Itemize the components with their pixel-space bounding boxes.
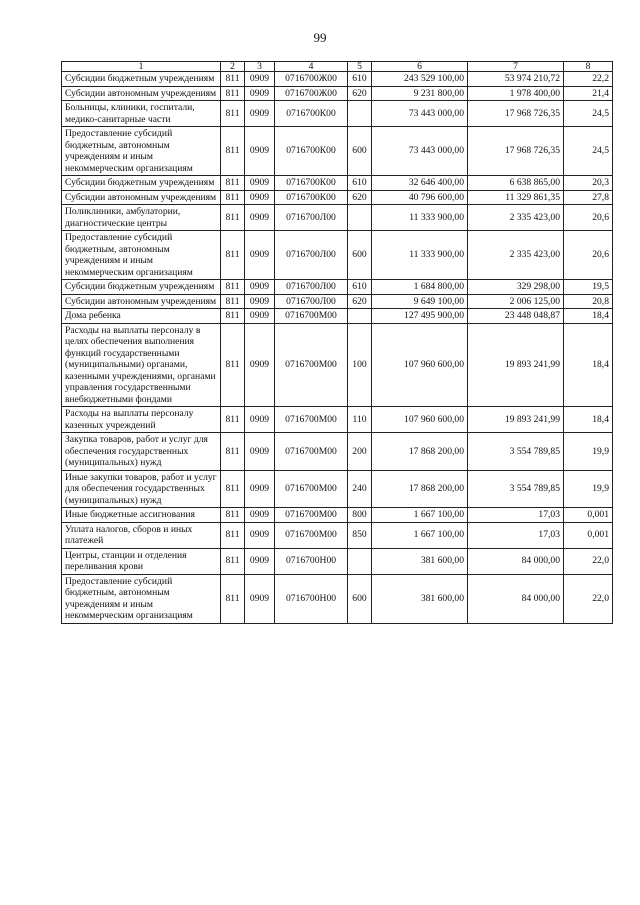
- item-name-cell: Поликлиники, амбулатории, диагностические центры: [62, 205, 221, 231]
- approved-amount-cell: 381 600,00: [372, 548, 468, 574]
- approved-amount-cell: 73 443 000,00: [372, 101, 468, 127]
- expense-type-code-cell: 800: [348, 508, 372, 523]
- item-name-cell: Расходы на выплаты персоналу казенных учреждений: [62, 407, 221, 433]
- executed-amount-cell: 17,03: [468, 508, 564, 523]
- executed-amount-cell: 84 000,00: [468, 574, 564, 623]
- execution-percent-cell: 0,001: [564, 508, 613, 523]
- approved-amount-cell: 17 868 200,00: [372, 470, 468, 508]
- executed-amount-cell: 19 893 241,99: [468, 323, 564, 407]
- approved-amount-cell: 11 333 900,00: [372, 231, 468, 280]
- execution-percent-cell: 0,001: [564, 522, 613, 548]
- execution-percent-cell: 18,4: [564, 323, 613, 407]
- approved-amount-cell: 73 443 000,00: [372, 127, 468, 176]
- item-name-cell: Иные бюджетные ассигнования: [62, 508, 221, 523]
- item-name-cell: Закупка товаров, работ и услуг для обеспечения государственных (муниципальных) нужд: [62, 433, 221, 471]
- table-row: [62, 72, 613, 87]
- table-row: [62, 323, 613, 407]
- expense-type-code-cell: 600: [348, 231, 372, 280]
- item-name-cell: Дома ребенка: [62, 309, 221, 324]
- execution-percent-cell: 18,4: [564, 309, 613, 324]
- executed-amount-cell: 17 968 726,35: [468, 101, 564, 127]
- table-row: [62, 205, 613, 231]
- ministry-code-cell: 811: [221, 101, 245, 127]
- ministry-code-cell: 811: [221, 309, 245, 324]
- table-row: [62, 294, 613, 309]
- section-code-cell: 0909: [245, 101, 275, 127]
- table-row: [62, 190, 613, 205]
- approved-amount-cell: 40 796 600,00: [372, 190, 468, 205]
- section-code-cell: 0909: [245, 294, 275, 309]
- section-code-cell: 0909: [245, 323, 275, 407]
- executed-amount-cell: 2 006 125,00: [468, 294, 564, 309]
- ministry-code-cell: 811: [221, 205, 245, 231]
- execution-percent-cell: 18,4: [564, 407, 613, 433]
- execution-percent-cell: 24,5: [564, 127, 613, 176]
- expense-type-code-cell: 610: [348, 72, 372, 87]
- execution-percent-cell: 19,5: [564, 280, 613, 295]
- section-code-cell: 0909: [245, 470, 275, 508]
- target-article-code-cell: 0716700М00: [275, 323, 348, 407]
- execution-percent-cell: 19,9: [564, 470, 613, 508]
- column-header: 3: [245, 62, 275, 72]
- section-code-cell: 0909: [245, 127, 275, 176]
- table-row: [62, 407, 613, 433]
- ministry-code-cell: 811: [221, 522, 245, 548]
- ministry-code-cell: 811: [221, 231, 245, 280]
- execution-percent-cell: 19,9: [564, 433, 613, 471]
- expense-type-code-cell: 620: [348, 190, 372, 205]
- executed-amount-cell: 2 335 423,00: [468, 231, 564, 280]
- column-header: 7: [468, 62, 564, 72]
- approved-amount-cell: 107 960 600,00: [372, 407, 468, 433]
- ministry-code-cell: 811: [221, 323, 245, 407]
- expense-type-code-cell: [348, 548, 372, 574]
- item-name-cell: Уплата налогов, сборов и иных платежей: [62, 522, 221, 548]
- budget-table: [61, 61, 613, 624]
- ministry-code-cell: 811: [221, 294, 245, 309]
- target-article-code-cell: 0716700М00: [275, 309, 348, 324]
- approved-amount-cell: 11 333 900,00: [372, 205, 468, 231]
- item-name-cell: Субсидии бюджетным учреждениям: [62, 72, 221, 87]
- item-name-cell: Центры, станции и отделения переливания крови: [62, 548, 221, 574]
- execution-percent-cell: 24,5: [564, 101, 613, 127]
- ministry-code-cell: 811: [221, 574, 245, 623]
- table-row: [62, 86, 613, 101]
- expense-type-code-cell: 600: [348, 574, 372, 623]
- column-header: 2: [221, 62, 245, 72]
- expense-type-code-cell: 100: [348, 323, 372, 407]
- column-header: 1: [62, 62, 221, 72]
- execution-percent-cell: 20,6: [564, 205, 613, 231]
- section-code-cell: 0909: [245, 231, 275, 280]
- executed-amount-cell: 2 335 423,00: [468, 205, 564, 231]
- ministry-code-cell: 811: [221, 190, 245, 205]
- page-number: 99: [313, 30, 327, 45]
- approved-amount-cell: 1 684 800,00: [372, 280, 468, 295]
- ministry-code-cell: 811: [221, 280, 245, 295]
- column-header: 8: [564, 62, 613, 72]
- approved-amount-cell: 127 495 900,00: [372, 309, 468, 324]
- target-article-code-cell: 0716700Ж00: [275, 72, 348, 87]
- target-article-code-cell: 0716700М00: [275, 508, 348, 523]
- expense-type-code-cell: 610: [348, 280, 372, 295]
- approved-amount-cell: 9 649 100,00: [372, 294, 468, 309]
- table-row: [62, 548, 613, 574]
- item-name-cell: Больницы, клиники, госпитали, медико-санитарные части: [62, 101, 221, 127]
- section-code-cell: 0909: [245, 433, 275, 471]
- expense-type-code-cell: 610: [348, 176, 372, 191]
- execution-percent-cell: 27,8: [564, 190, 613, 205]
- section-code-cell: 0909: [245, 309, 275, 324]
- ministry-code-cell: 811: [221, 127, 245, 176]
- expense-type-code-cell: 200: [348, 433, 372, 471]
- target-article-code-cell: 0716700Л00: [275, 280, 348, 295]
- approved-amount-cell: 9 231 800,00: [372, 86, 468, 101]
- section-code-cell: 0909: [245, 574, 275, 623]
- target-article-code-cell: 0716700К00: [275, 190, 348, 205]
- section-code-cell: 0909: [245, 407, 275, 433]
- execution-percent-cell: 20,6: [564, 231, 613, 280]
- executed-amount-cell: 19 893 241,99: [468, 407, 564, 433]
- section-code-cell: 0909: [245, 72, 275, 87]
- executed-amount-cell: 11 329 861,35: [468, 190, 564, 205]
- item-name-cell: Субсидии бюджетным учреждениям: [62, 280, 221, 295]
- execution-percent-cell: 21,4: [564, 86, 613, 101]
- item-name-cell: Расходы на выплаты персоналу в целях обеспечения выполнения функций государственными (муниципальными) органами, казенными учреждениями, органами управления государственными внебюджетными фондами: [62, 323, 221, 407]
- executed-amount-cell: 17,03: [468, 522, 564, 548]
- expense-type-code-cell: 110: [348, 407, 372, 433]
- approved-amount-cell: 32 646 400,00: [372, 176, 468, 191]
- section-code-cell: 0909: [245, 176, 275, 191]
- ministry-code-cell: 811: [221, 72, 245, 87]
- table-row: [62, 522, 613, 548]
- table-row: [62, 127, 613, 176]
- section-code-cell: 0909: [245, 280, 275, 295]
- column-header: 5: [348, 62, 372, 72]
- expense-type-code-cell: 600: [348, 127, 372, 176]
- item-name-cell: Предоставление субсидий бюджетным, автономным учреждениям и иным некоммерческим организациям: [62, 127, 221, 176]
- approved-amount-cell: 243 529 100,00: [372, 72, 468, 87]
- approved-amount-cell: 1 667 100,00: [372, 508, 468, 523]
- section-code-cell: 0909: [245, 190, 275, 205]
- executed-amount-cell: 84 000,00: [468, 548, 564, 574]
- table-row: [62, 101, 613, 127]
- expense-type-code-cell: [348, 309, 372, 324]
- execution-percent-cell: 22,0: [564, 548, 613, 574]
- approved-amount-cell: 381 600,00: [372, 574, 468, 623]
- table-row: [62, 574, 613, 623]
- table-row: [62, 280, 613, 295]
- expense-type-code-cell: 620: [348, 294, 372, 309]
- expense-type-code-cell: [348, 205, 372, 231]
- target-article-code-cell: 0716700Л00: [275, 294, 348, 309]
- executed-amount-cell: 329 298,00: [468, 280, 564, 295]
- execution-percent-cell: 20,8: [564, 294, 613, 309]
- table-row: [62, 231, 613, 280]
- section-code-cell: 0909: [245, 548, 275, 574]
- table-row: [62, 470, 613, 508]
- item-name-cell: Субсидии автономным учреждениям: [62, 86, 221, 101]
- target-article-code-cell: 0716700М00: [275, 433, 348, 471]
- column-header: 6: [372, 62, 468, 72]
- target-article-code-cell: 0716700Л00: [275, 231, 348, 280]
- executed-amount-cell: 1 978 400,00: [468, 86, 564, 101]
- approved-amount-cell: 1 667 100,00: [372, 522, 468, 548]
- expense-type-code-cell: 240: [348, 470, 372, 508]
- approved-amount-cell: 107 960 600,00: [372, 323, 468, 407]
- executed-amount-cell: 53 974 210,72: [468, 72, 564, 87]
- table-row: [62, 176, 613, 191]
- item-name-cell: Субсидии автономным учреждениям: [62, 190, 221, 205]
- target-article-code-cell: 0716700М00: [275, 407, 348, 433]
- ministry-code-cell: 811: [221, 407, 245, 433]
- executed-amount-cell: 17 968 726,35: [468, 127, 564, 176]
- ministry-code-cell: 811: [221, 470, 245, 508]
- target-article-code-cell: 0716700М00: [275, 470, 348, 508]
- ministry-code-cell: 811: [221, 548, 245, 574]
- section-code-cell: 0909: [245, 205, 275, 231]
- expense-type-code-cell: 620: [348, 86, 372, 101]
- item-name-cell: Иные закупки товаров, работ и услуг для обеспечения государственных (муниципальных) нужд: [62, 470, 221, 508]
- executed-amount-cell: 6 638 865,00: [468, 176, 564, 191]
- target-article-code-cell: 0716700К00: [275, 127, 348, 176]
- execution-percent-cell: 22,0: [564, 574, 613, 623]
- target-article-code-cell: 0716700Н00: [275, 548, 348, 574]
- table-row: [62, 309, 613, 324]
- item-name-cell: Предоставление субсидий бюджетным, автономным учреждениям и иным некоммерческим организациям: [62, 574, 221, 623]
- approved-amount-cell: 17 868 200,00: [372, 433, 468, 471]
- table-row: [62, 508, 613, 523]
- expense-type-code-cell: [348, 101, 372, 127]
- table-row: [62, 433, 613, 471]
- item-name-cell: Предоставление субсидий бюджетным, автономным учреждениям и иным некоммерческим организациям: [62, 231, 221, 280]
- execution-percent-cell: 20,3: [564, 176, 613, 191]
- section-code-cell: 0909: [245, 508, 275, 523]
- executed-amount-cell: 23 448 048,87: [468, 309, 564, 324]
- item-name-cell: Субсидии автономным учреждениям: [62, 294, 221, 309]
- target-article-code-cell: 0716700М00: [275, 522, 348, 548]
- target-article-code-cell: 0716700К00: [275, 101, 348, 127]
- executed-amount-cell: 3 554 789,85: [468, 470, 564, 508]
- section-code-cell: 0909: [245, 522, 275, 548]
- header-row: [62, 62, 613, 72]
- target-article-code-cell: 0716700К00: [275, 176, 348, 191]
- executed-amount-cell: 3 554 789,85: [468, 433, 564, 471]
- execution-percent-cell: 22,2: [564, 72, 613, 87]
- ministry-code-cell: 811: [221, 433, 245, 471]
- column-header: 4: [275, 62, 348, 72]
- ministry-code-cell: 811: [221, 508, 245, 523]
- expense-type-code-cell: 850: [348, 522, 372, 548]
- target-article-code-cell: 0716700Л00: [275, 205, 348, 231]
- ministry-code-cell: 811: [221, 176, 245, 191]
- target-article-code-cell: 0716700Ж00: [275, 86, 348, 101]
- section-code-cell: 0909: [245, 86, 275, 101]
- ministry-code-cell: 811: [221, 86, 245, 101]
- item-name-cell: Субсидии бюджетным учреждениям: [62, 176, 221, 191]
- target-article-code-cell: 0716700Н00: [275, 574, 348, 623]
